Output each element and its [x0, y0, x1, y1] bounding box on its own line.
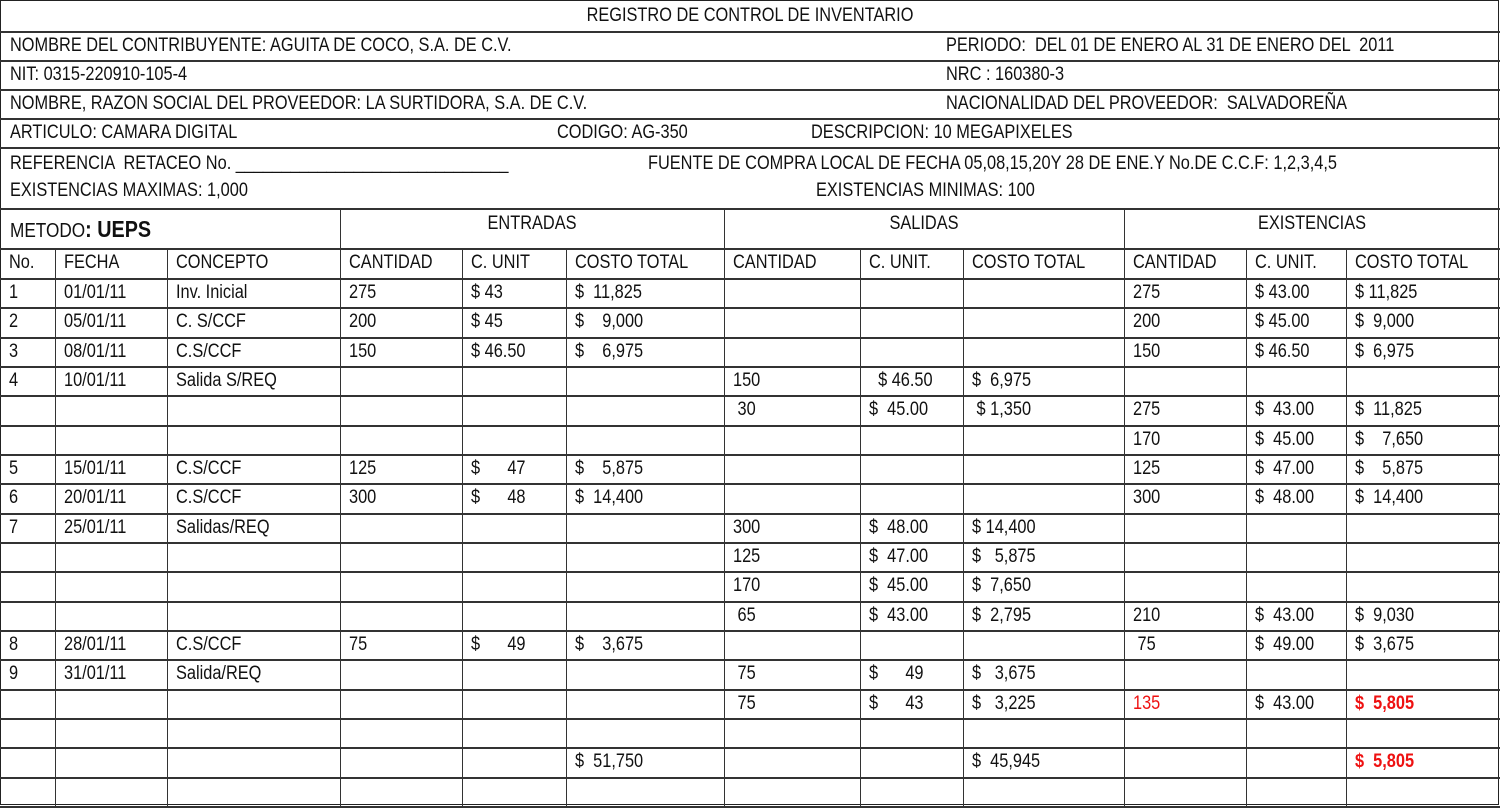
table-cell: $ 51,750 — [575, 751, 644, 772]
table-cell: 10/01/11 — [64, 370, 127, 391]
divider — [0, 366, 1500, 368]
table-cell: $ 14,400 — [575, 487, 644, 508]
column-header: COSTO TOTAL — [1355, 252, 1469, 273]
column-header: CANTIDAD — [349, 252, 433, 273]
table-cell: 125 — [349, 458, 377, 479]
table-cell: $ 45.00 — [1255, 429, 1315, 450]
divider — [0, 777, 1500, 779]
contribuyente: NOMBRE DEL CONTRIBUYENTE: AGUITA DE COCO, S.A. DE C.V. — [10, 35, 512, 56]
divider — [0, 513, 1500, 515]
table-cell: C.S/CCF — [176, 634, 242, 655]
table-cell: $ 49 — [471, 634, 526, 655]
divider — [0, 278, 1500, 280]
table-cell: $ 6,975 — [1355, 341, 1415, 362]
divider — [0, 118, 1500, 120]
table-cell: $ 46.50 — [471, 341, 526, 362]
table-cell: $ 5,875 — [972, 546, 1036, 567]
divider — [1246, 248, 1247, 806]
table-cell: $ 3,675 — [1355, 634, 1415, 655]
table-cell: $ 5,805 — [1355, 693, 1415, 714]
table-cell: Inv. Inicial — [176, 282, 248, 303]
table-cell: 210 — [1133, 605, 1161, 626]
column-header: CANTIDAD — [733, 252, 817, 273]
table-cell: 300 — [349, 487, 377, 508]
table-cell: 200 — [1133, 311, 1161, 332]
divider — [462, 248, 463, 806]
divider — [1346, 248, 1347, 806]
nacionalidad: NACIONALIDAD DEL PROVEEDOR: SALVADOREÑA — [946, 93, 1348, 114]
divider — [0, 718, 1500, 720]
table-cell: 25/01/11 — [64, 517, 127, 538]
nit: NIT: 0315-220910-105-4 — [10, 64, 188, 85]
fuente-compra: FUENTE DE COMPRA LOCAL DE FECHA 05,08,15,20Y 28 DE ENE.Y No.DE C.C.F: 1,2,3,4,5 — [648, 153, 1337, 174]
table-cell: $ 43 — [471, 282, 503, 303]
table-cell: $ 6,975 — [575, 341, 644, 362]
table-cell: $ 49 — [869, 663, 924, 684]
table-cell: $ 47.00 — [869, 546, 929, 567]
table-cell: 8 — [9, 634, 19, 655]
table-cell: $ 1,350 — [972, 399, 1032, 420]
metodo-value: : UEPS — [85, 216, 152, 242]
divider — [0, 31, 1500, 33]
table-cell: $ 45 — [471, 311, 503, 332]
table-cell: $ 48 — [471, 487, 526, 508]
table-cell: $ 11,825 — [1355, 399, 1422, 420]
table-cell: Salida S/REQ — [176, 370, 277, 391]
periodo: PERIODO: DEL 01 DE ENERO AL 31 DE ENERO DEL 2011 — [946, 35, 1395, 56]
table-cell: 75 — [733, 663, 756, 684]
nrc: NRC : 160380-3 — [946, 64, 1065, 85]
table-cell: 135 — [1133, 693, 1161, 714]
table-cell: 300 — [733, 517, 761, 538]
table-cell: 125 — [733, 546, 761, 567]
divider — [0, 208, 1500, 210]
table-cell: 15/01/11 — [64, 458, 127, 479]
table-cell: $ 43.00 — [1255, 282, 1310, 303]
table-cell: $ 48.00 — [869, 517, 929, 538]
table-cell: $ 45.00 — [869, 399, 929, 420]
table-cell: 4 — [9, 370, 19, 391]
table-cell: C.S/CCF — [176, 458, 242, 479]
proveedor: NOMBRE, RAZON SOCIAL DEL PROVEEDOR: LA SURTIDORA, S.A. DE C.V. — [10, 93, 588, 114]
table-cell: 20/01/11 — [64, 487, 127, 508]
divider — [0, 454, 1500, 456]
table-cell: 75 — [1133, 634, 1156, 655]
divider — [55, 248, 56, 806]
divider — [0, 60, 1500, 62]
table-cell: 275 — [1133, 399, 1161, 420]
column-header: FECHA — [64, 252, 120, 273]
divider — [0, 89, 1500, 91]
table-cell: 170 — [733, 575, 761, 596]
table-cell: $ 45.00 — [869, 575, 929, 596]
column-header: C. UNIT. — [869, 252, 931, 273]
table-cell: $ 7,650 — [1355, 429, 1424, 450]
table-cell: 150 — [349, 341, 377, 362]
table-cell: $ 3,675 — [575, 634, 644, 655]
table-cell: $ 14,400 — [1355, 487, 1424, 508]
divider — [340, 208, 341, 806]
table-cell: 5 — [9, 458, 19, 479]
divider — [0, 630, 1500, 632]
table-cell: $ 6,975 — [972, 370, 1032, 391]
column-header: C. UNIT — [471, 252, 531, 273]
table-cell: 28/01/11 — [64, 634, 127, 655]
table-cell: $ 2,795 — [972, 605, 1032, 626]
table-cell: 150 — [733, 370, 761, 391]
table-cell: $ 7,650 — [972, 575, 1032, 596]
table-cell: 05/01/11 — [64, 311, 127, 332]
table-cell: 200 — [349, 311, 377, 332]
column-header: No. — [9, 252, 35, 273]
table-cell: C.S/CCF — [176, 487, 242, 508]
divider — [1124, 208, 1125, 806]
table-cell: Salidas/REQ — [176, 517, 270, 538]
divider — [0, 571, 1500, 573]
table-cell: $ 47 — [471, 458, 526, 479]
table-cell: $ 43.00 — [1255, 693, 1315, 714]
table-cell: 75 — [349, 634, 368, 655]
column-header: C. UNIT. — [1255, 252, 1317, 273]
metodo-label-text: METODO — [10, 220, 86, 242]
table-cell: $ 5,875 — [1355, 458, 1424, 479]
divider — [0, 483, 1500, 485]
table-cell: C. S/CCF — [176, 311, 246, 332]
divider — [0, 395, 1500, 397]
table-cell: 08/01/11 — [64, 341, 127, 362]
table-cell: 9 — [9, 663, 19, 684]
table-cell: 01/01/11 — [64, 282, 127, 303]
table-cell: Salida/REQ — [176, 663, 262, 684]
divider — [0, 147, 1500, 149]
document-title: REGISTRO DE CONTROL DE INVENTARIO — [586, 5, 914, 26]
table-cell: $ 5,805 — [1355, 751, 1415, 772]
table-cell: $ 9,030 — [1355, 605, 1415, 626]
divider — [0, 601, 1500, 603]
table-cell: 3 — [9, 341, 19, 362]
existencias-minimas: EXISTENCIAS MINIMAS: 100 — [816, 180, 1035, 201]
divider — [0, 689, 1500, 691]
table-cell: $ 3,225 — [972, 693, 1036, 714]
table-cell: $ 43.00 — [1255, 399, 1315, 420]
column-header: CONCEPTO — [176, 252, 269, 273]
table-cell: $ 14,400 — [972, 517, 1036, 538]
divider — [0, 542, 1500, 544]
descripcion: DESCRIPCION: 10 MEGAPIXELES — [811, 122, 1073, 143]
table-cell: 7 — [9, 517, 19, 538]
table-cell: $ 45,945 — [972, 751, 1041, 772]
metodo-label — [10, 218, 151, 242]
table-cell: $ 43.00 — [1255, 605, 1315, 626]
group-header-existencias: EXISTENCIAS — [1257, 213, 1367, 234]
table-cell: 275 — [1133, 282, 1161, 303]
divider — [0, 307, 1500, 309]
column-header: COSTO TOTAL — [972, 252, 1086, 273]
column-header: COSTO TOTAL — [575, 252, 689, 273]
table-cell: $ 43 — [869, 693, 924, 714]
divider — [0, 425, 1500, 427]
table-cell: $ 9,000 — [1355, 311, 1415, 332]
codigo: CODIGO: AG-350 — [557, 122, 688, 143]
table-cell: 150 — [1133, 341, 1161, 362]
divider — [566, 248, 567, 806]
divider — [0, 747, 1500, 749]
divider — [963, 248, 964, 806]
table-cell: 2 — [9, 311, 19, 332]
divider — [0, 659, 1500, 661]
table-cell: $ 3,675 — [972, 663, 1036, 684]
table-cell: $ 48.00 — [1255, 487, 1315, 508]
divider — [167, 248, 168, 806]
table-cell: $ 9,000 — [575, 311, 644, 332]
table-cell: 275 — [349, 282, 377, 303]
divider — [0, 337, 1500, 339]
articulo: ARTICULO: CAMARA DIGITAL — [10, 122, 238, 143]
table-cell: 6 — [9, 487, 19, 508]
table-cell: 170 — [1133, 429, 1161, 450]
table-cell: 30 — [733, 399, 756, 420]
table-cell: $ 11,825 — [575, 282, 642, 303]
table-cell: 1 — [9, 282, 19, 303]
table-cell: $ 47.00 — [1255, 458, 1315, 479]
group-header-salidas: SALIDAS — [889, 213, 959, 234]
table-cell: $ 49.00 — [1255, 634, 1315, 655]
table-cell: $ 43.00 — [869, 605, 929, 626]
table-cell: $ 45.00 — [1255, 311, 1310, 332]
table-cell: $ 11,825 — [1355, 282, 1418, 303]
table-cell: 65 — [733, 605, 756, 626]
table-cell: 31/01/11 — [64, 663, 127, 684]
divider — [860, 248, 861, 806]
referencia-retaceo: REFERENCIA RETACEO No. ______________________________ — [10, 153, 509, 174]
divider — [0, 248, 1500, 250]
table-cell: 75 — [733, 693, 756, 714]
group-header-entradas: ENTRADAS — [487, 213, 577, 234]
table-cell: 300 — [1133, 487, 1161, 508]
column-header: CANTIDAD — [1133, 252, 1217, 273]
existencias-maximas: EXISTENCIAS MAXIMAS: 1,000 — [10, 180, 248, 201]
table-cell: $ 46.50 — [1255, 341, 1310, 362]
divider — [724, 208, 725, 806]
table-cell: C.S/CCF — [176, 341, 242, 362]
table-cell: 125 — [1133, 458, 1161, 479]
table-cell: $ 46.50 — [869, 370, 933, 391]
table-cell: $ 5,875 — [575, 458, 644, 479]
